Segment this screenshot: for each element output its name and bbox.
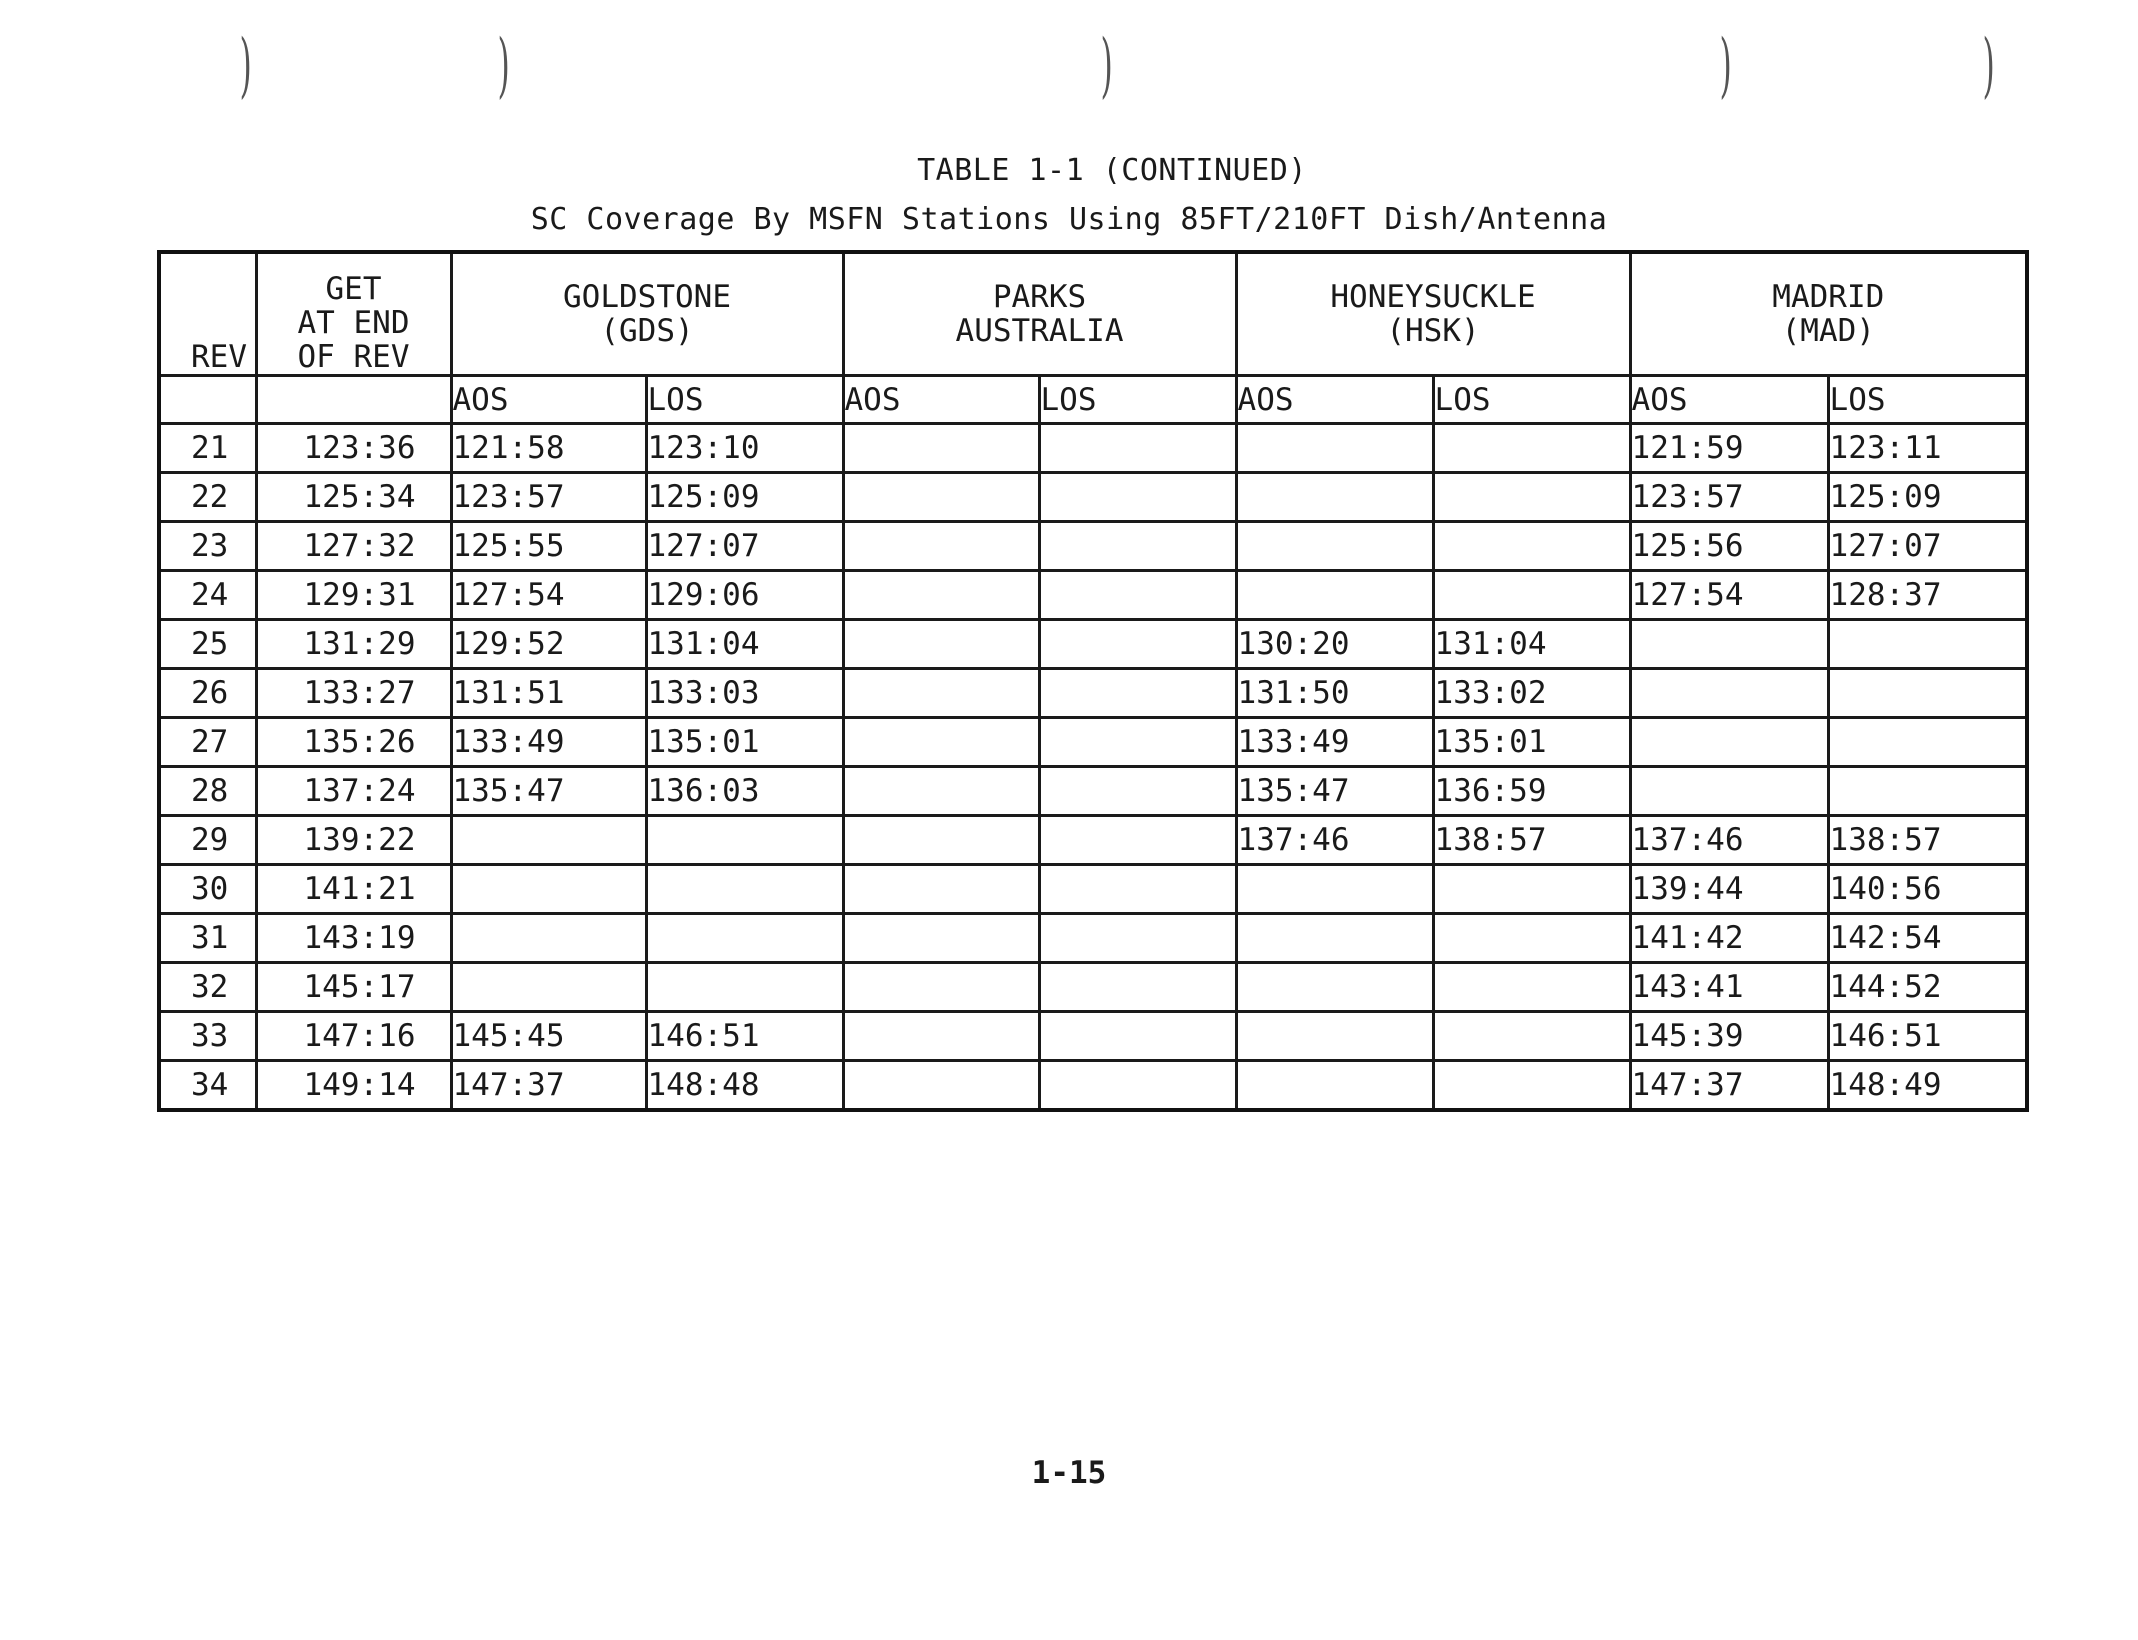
- parks-los-cell: [1039, 424, 1236, 473]
- binder-mark: ): [1982, 24, 1995, 106]
- hsk-los-cell: 131:04: [1433, 620, 1630, 669]
- hsk-los-cell: [1433, 522, 1630, 571]
- table-row: [159, 963, 2027, 1012]
- parks-aos-cell: [843, 963, 1039, 1012]
- hsk-los-cell: 133:02: [1433, 669, 1630, 718]
- hsk-aos-cell: [1236, 963, 1433, 1012]
- parks-aos-cell: [843, 669, 1039, 718]
- goldstone-header-line1: GOLDSTONE: [563, 279, 731, 315]
- rev-cell: 26: [159, 669, 256, 718]
- gds-aos-cell: [451, 914, 646, 963]
- table-row: [159, 767, 2027, 816]
- gds-los-cell: 127:07: [646, 522, 843, 571]
- hsk-los-cell: [1433, 914, 1630, 963]
- rev-cell: 33: [159, 1012, 256, 1061]
- hsk-aos-cell: [1236, 1012, 1433, 1061]
- table-row: [159, 865, 2027, 914]
- gds-aos-cell: [451, 865, 646, 914]
- table-row: [159, 571, 2027, 620]
- parks-aos-cell: [843, 767, 1039, 816]
- get-header: [256, 252, 451, 376]
- get-cell: 133:27: [256, 669, 451, 718]
- table-row: [159, 718, 2027, 767]
- parks-los-cell: [1039, 1012, 1236, 1061]
- gds-los-header: LOS: [646, 376, 843, 424]
- parks-header: [843, 252, 1236, 376]
- get-cell: 137:24: [256, 767, 451, 816]
- gds-aos-cell: 147:37: [451, 1061, 646, 1111]
- mad-aos-cell: 127:54: [1630, 571, 1828, 620]
- page-number: 1-15: [1031, 1455, 1107, 1491]
- mad-aos-cell: [1630, 767, 1828, 816]
- madrid-header: [1630, 252, 2027, 376]
- subheader-row: [159, 376, 2027, 424]
- hsk-aos-cell: 130:20: [1236, 620, 1433, 669]
- get-cell: 131:29: [256, 620, 451, 669]
- parks-los-cell: [1039, 718, 1236, 767]
- gds-aos-cell: 135:47: [451, 767, 646, 816]
- hsk-los-cell: 135:01: [1433, 718, 1630, 767]
- rev-cell: 25: [159, 620, 256, 669]
- hsk-los-cell: [1433, 473, 1630, 522]
- rev-cell: 22: [159, 473, 256, 522]
- table-row: [159, 816, 2027, 865]
- parks-aos-cell: [843, 424, 1039, 473]
- binder-mark: ): [239, 24, 252, 106]
- parks-los-cell: [1039, 767, 1236, 816]
- gds-aos-cell: 125:55: [451, 522, 646, 571]
- hsk-aos-cell: [1236, 522, 1433, 571]
- mad-los-cell: [1828, 767, 2027, 816]
- hsk-aos-cell: [1236, 424, 1433, 473]
- subheader-blank: [256, 376, 451, 424]
- parks-aos-cell: [843, 865, 1039, 914]
- get-header-line3: OF REV: [297, 339, 410, 375]
- mad-aos-cell: [1630, 718, 1828, 767]
- madrid-header-line2: (MAD): [1781, 313, 1875, 349]
- hsk-los-cell: 136:59: [1433, 767, 1630, 816]
- parks-los-cell: [1039, 865, 1236, 914]
- hsk-aos-cell: 133:49: [1236, 718, 1433, 767]
- parks-los-cell: [1039, 914, 1236, 963]
- hsk-los-cell: [1433, 963, 1630, 1012]
- hsk-aos-header: AOS: [1236, 376, 1433, 424]
- gds-aos-cell: [451, 816, 646, 865]
- honeysuckle-header-line1: HONEYSUCKLE: [1330, 279, 1536, 315]
- parks-aos-cell: [843, 522, 1039, 571]
- goldstone-header: [451, 252, 843, 376]
- goldstone-header-line2: (GDS): [600, 313, 694, 349]
- hsk-aos-cell: [1236, 571, 1433, 620]
- parks-los-cell: [1039, 522, 1236, 571]
- mad-aos-cell: [1630, 669, 1828, 718]
- mad-los-cell: 148:49: [1828, 1061, 2027, 1111]
- hsk-los-cell: [1433, 424, 1630, 473]
- get-cell: 123:36: [256, 424, 451, 473]
- gds-los-cell: 146:51: [646, 1012, 843, 1061]
- hsk-aos-cell: 135:47: [1236, 767, 1433, 816]
- gds-los-cell: [646, 816, 843, 865]
- hsk-los-cell: [1433, 1061, 1630, 1111]
- hsk-aos-cell: 131:50: [1236, 669, 1433, 718]
- gds-aos-cell: 145:45: [451, 1012, 646, 1061]
- parks-aos-cell: [843, 914, 1039, 963]
- hsk-aos-cell: [1236, 1061, 1433, 1111]
- get-header-line1: GET: [325, 271, 382, 307]
- mad-aos-cell: 147:37: [1630, 1061, 1828, 1111]
- rev-cell: 24: [159, 571, 256, 620]
- parks-aos-header: AOS: [843, 376, 1039, 424]
- hsk-aos-cell: [1236, 473, 1433, 522]
- mad-aos-cell: 145:39: [1630, 1012, 1828, 1061]
- mad-los-cell: 138:57: [1828, 816, 2027, 865]
- parks-los-cell: [1039, 473, 1236, 522]
- mad-los-cell: 146:51: [1828, 1012, 2027, 1061]
- rev-cell: 21: [159, 424, 256, 473]
- rev-header: REV: [159, 252, 256, 376]
- hsk-los-cell: [1433, 1012, 1630, 1061]
- table-number: TABLE 1-1 (CONTINUED): [917, 153, 1307, 188]
- parks-aos-cell: [843, 816, 1039, 865]
- get-cell: 147:16: [256, 1012, 451, 1061]
- madrid-header-line1: MADRID: [1772, 279, 1885, 315]
- hsk-los-cell: [1433, 865, 1630, 914]
- rev-cell: 31: [159, 914, 256, 963]
- mad-los-cell: 140:56: [1828, 865, 2027, 914]
- parks-aos-cell: [843, 473, 1039, 522]
- gds-los-cell: 131:04: [646, 620, 843, 669]
- get-header-line2: AT END: [297, 305, 410, 341]
- binder-mark: ): [1100, 24, 1113, 106]
- mad-los-cell: 125:09: [1828, 473, 2027, 522]
- parks-header-line2: AUSTRALIA: [955, 313, 1124, 349]
- mad-los-header: LOS: [1828, 376, 2027, 424]
- gds-aos-cell: 133:49: [451, 718, 646, 767]
- gds-aos-cell: 131:51: [451, 669, 646, 718]
- parks-aos-cell: [843, 718, 1039, 767]
- mad-los-cell: [1828, 620, 2027, 669]
- mad-los-cell: [1828, 669, 2027, 718]
- get-cell: 145:17: [256, 963, 451, 1012]
- hsk-aos-cell: 137:46: [1236, 816, 1433, 865]
- mad-aos-cell: 123:57: [1630, 473, 1828, 522]
- parks-los-header: LOS: [1039, 376, 1236, 424]
- get-cell: 125:34: [256, 473, 451, 522]
- parks-aos-cell: [843, 1012, 1039, 1061]
- table-body: [159, 424, 2027, 1111]
- get-cell: 127:32: [256, 522, 451, 571]
- table-row: [159, 522, 2027, 571]
- gds-los-cell: 133:03: [646, 669, 843, 718]
- mad-los-cell: 144:52: [1828, 963, 2027, 1012]
- gds-los-cell: [646, 963, 843, 1012]
- rev-cell: 32: [159, 963, 256, 1012]
- mad-aos-cell: 143:41: [1630, 963, 1828, 1012]
- parks-los-cell: [1039, 571, 1236, 620]
- gds-los-cell: 148:48: [646, 1061, 843, 1111]
- gds-los-cell: [646, 865, 843, 914]
- gds-aos-cell: 123:57: [451, 473, 646, 522]
- table-row: [159, 1061, 2027, 1111]
- rev-cell: 23: [159, 522, 256, 571]
- rev-cell: 28: [159, 767, 256, 816]
- rev-cell: 34: [159, 1061, 256, 1111]
- header-row: [159, 252, 2027, 376]
- rev-cell: 27: [159, 718, 256, 767]
- gds-aos-header: AOS: [451, 376, 646, 424]
- parks-los-cell: [1039, 963, 1236, 1012]
- coverage-table: [157, 250, 2029, 1112]
- rev-cell: 30: [159, 865, 256, 914]
- get-cell: 129:31: [256, 571, 451, 620]
- mad-aos-cell: 121:59: [1630, 424, 1828, 473]
- get-cell: 143:19: [256, 914, 451, 963]
- gds-los-cell: 123:10: [646, 424, 843, 473]
- gds-los-cell: 129:06: [646, 571, 843, 620]
- hsk-los-cell: 138:57: [1433, 816, 1630, 865]
- gds-aos-cell: 127:54: [451, 571, 646, 620]
- parks-header-line1: PARKS: [992, 279, 1087, 315]
- parks-los-cell: [1039, 669, 1236, 718]
- gds-los-cell: 135:01: [646, 718, 843, 767]
- mad-aos-header: AOS: [1630, 376, 1828, 424]
- parks-aos-cell: [843, 620, 1039, 669]
- mad-aos-cell: 139:44: [1630, 865, 1828, 914]
- gds-los-cell: [646, 914, 843, 963]
- table-row: [159, 620, 2027, 669]
- mad-aos-cell: 125:56: [1630, 522, 1828, 571]
- gds-aos-cell: [451, 963, 646, 1012]
- gds-los-cell: 125:09: [646, 473, 843, 522]
- parks-aos-cell: [843, 571, 1039, 620]
- binder-mark: ): [1719, 24, 1732, 106]
- mad-los-cell: 127:07: [1828, 522, 2027, 571]
- gds-los-cell: 136:03: [646, 767, 843, 816]
- table-row: [159, 1012, 2027, 1061]
- gds-aos-cell: 121:58: [451, 424, 646, 473]
- parks-los-cell: [1039, 1061, 1236, 1111]
- parks-los-cell: [1039, 620, 1236, 669]
- parks-aos-cell: [843, 1061, 1039, 1111]
- mad-los-cell: [1828, 718, 2027, 767]
- gds-aos-cell: 129:52: [451, 620, 646, 669]
- mad-aos-cell: 137:46: [1630, 816, 1828, 865]
- binder-mark: ): [497, 24, 510, 106]
- mad-los-cell: 123:11: [1828, 424, 2027, 473]
- honeysuckle-header-line2: (HSK): [1386, 313, 1480, 349]
- get-cell: 141:21: [256, 865, 451, 914]
- rev-cell: 29: [159, 816, 256, 865]
- parks-los-cell: [1039, 816, 1236, 865]
- table-row: [159, 424, 2027, 473]
- mad-aos-cell: 141:42: [1630, 914, 1828, 963]
- honeysuckle-header: [1236, 252, 1630, 376]
- subheader-blank: [159, 376, 256, 424]
- table-title: SC Coverage By MSFN Stations Using 85FT/210FT Dish/Antenna: [530, 202, 1608, 237]
- hsk-aos-cell: [1236, 865, 1433, 914]
- get-cell: 149:14: [256, 1061, 451, 1111]
- mad-aos-cell: [1630, 620, 1828, 669]
- table-row: [159, 669, 2027, 718]
- get-cell: 139:22: [256, 816, 451, 865]
- table-row: [159, 473, 2027, 522]
- hsk-los-cell: [1433, 571, 1630, 620]
- mad-los-cell: 142:54: [1828, 914, 2027, 963]
- hsk-aos-cell: [1236, 914, 1433, 963]
- mad-los-cell: 128:37: [1828, 571, 2027, 620]
- get-cell: 135:26: [256, 718, 451, 767]
- hsk-los-header: LOS: [1433, 376, 1630, 424]
- table-row: [159, 914, 2027, 963]
